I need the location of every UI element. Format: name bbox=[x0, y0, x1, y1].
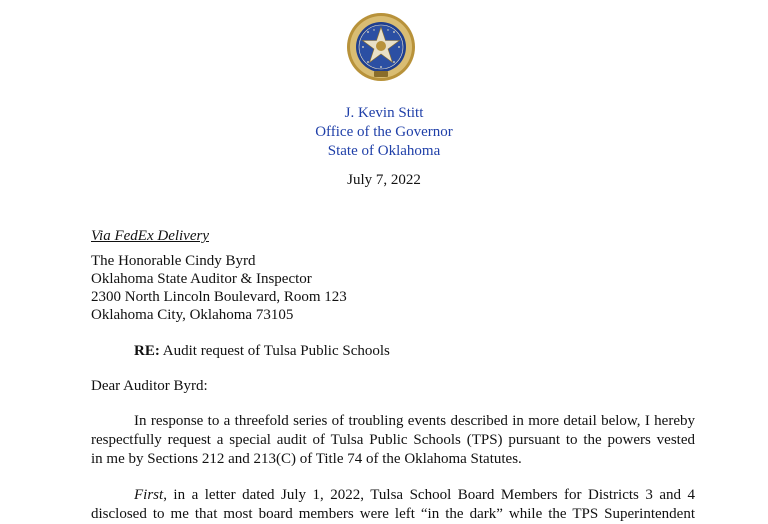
subject-text: Audit request of Tulsa Public Schools bbox=[162, 343, 390, 359]
paragraph-1-line-3: in me by Sections 212 and 213(C) of Title 74 of the Oklahoma Statutes. bbox=[91, 451, 522, 467]
paragraph-1-line-2: respectfully request a special audit of Tulsa Public Schools (TPS) pursuant to the powers vested bbox=[91, 432, 695, 448]
state-name: State of Oklahoma bbox=[327, 143, 441, 159]
letter-date: July 7, 2022 bbox=[347, 172, 421, 188]
recipient-city: Oklahoma City, Oklahoma 73105 bbox=[91, 307, 294, 323]
subject-line bbox=[134, 342, 390, 361]
paragraph-2-line-1-text: , in a letter dated July 1, 2022, Tulsa School Board Members for Districts 3 and 4 bbox=[163, 487, 695, 503]
recipient-street: 2300 North Lincoln Boulevard, Room 123 bbox=[91, 289, 347, 305]
recipient-name: The Honorable Cindy Byrd bbox=[91, 253, 256, 269]
salutation: Dear Auditor Byrd: bbox=[91, 378, 208, 394]
oklahoma-state-seal bbox=[346, 12, 416, 82]
seal-icon bbox=[346, 12, 416, 82]
subject-label: RE: bbox=[134, 343, 160, 359]
paragraph-2-lead: First bbox=[134, 487, 164, 503]
governor-office: Office of the Governor bbox=[315, 124, 453, 140]
paragraph-1-line-1: In response to a threefold series of troubling events described in more detail below, I hereby bbox=[134, 413, 695, 429]
governor-name: J. Kevin Stitt bbox=[344, 105, 424, 121]
recipient-title: Oklahoma State Auditor & Inspector bbox=[91, 271, 312, 287]
paragraph-2-line-2: disclosed to me that most board members were left “in the dark” while the TPS Superintendent bbox=[91, 506, 695, 522]
paragraph-2-line-1 bbox=[91, 486, 695, 505]
delivery-method: Via FedEx Delivery bbox=[91, 228, 209, 244]
